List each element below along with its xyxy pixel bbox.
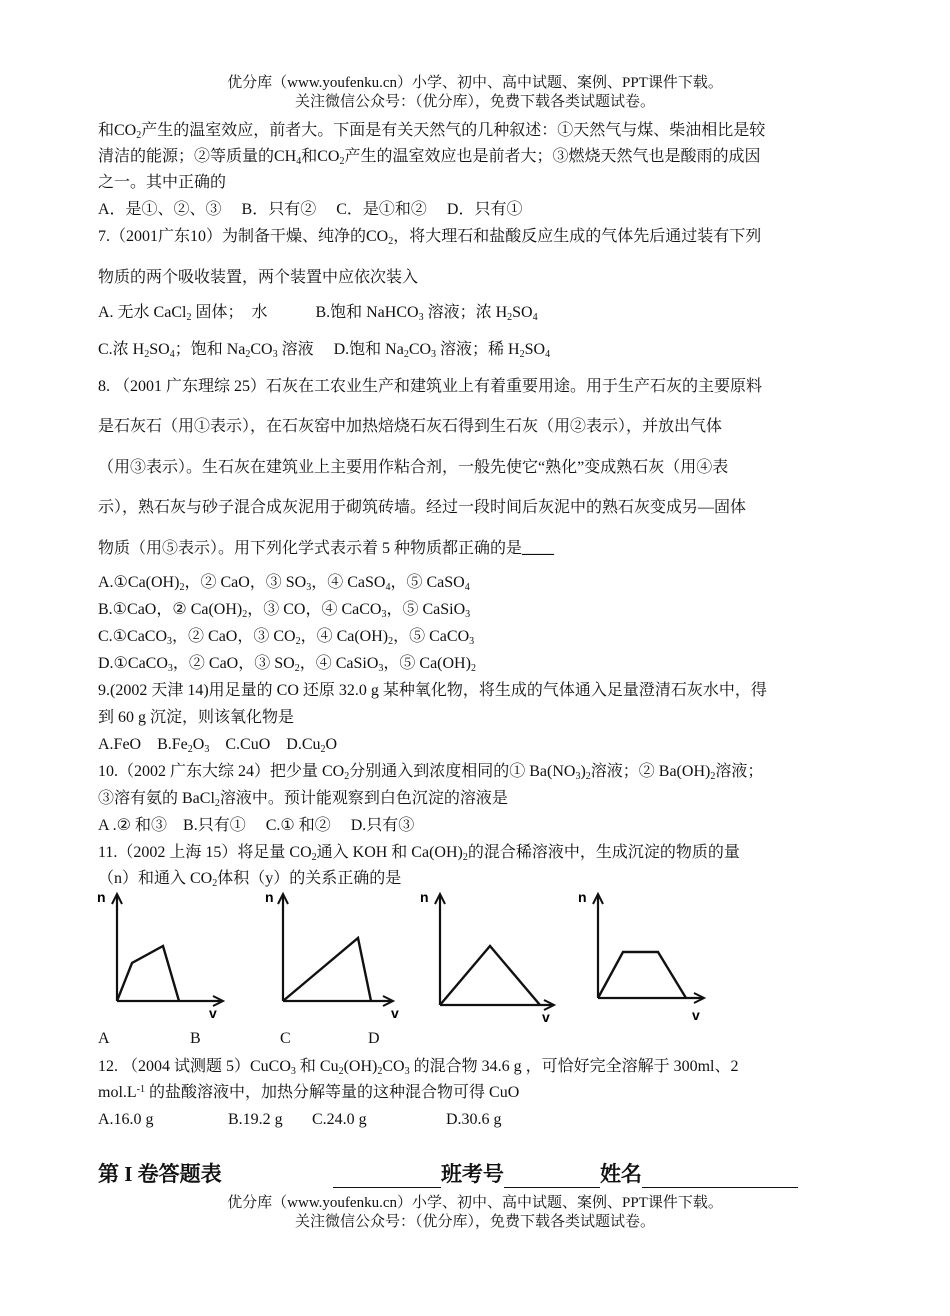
answer-table-title: 第 I 卷答题表 <box>98 1162 222 1186</box>
graph-b <box>263 888 399 1023</box>
page-footer-line2: 关注微信公众号：（优分库），免费下载各类试题试卷。 <box>294 1214 655 1230</box>
graph-a-curve <box>117 946 179 1001</box>
q8-option-a: $A.①Ca(OH)_2$，② CaO，③ $SO_3$，④ CaSO$_4$，⑤ CaSO$_4$ <box>98 574 470 593</box>
answer-blank: ____ <box>522 540 555 557</box>
q12-line2: $mol.L^{-1}$ 的盐酸溶液中，加热分解等量的这种混合物可得 CuO <box>98 1084 520 1101</box>
page-header-line2: 关注微信公众号：（优分库），免费下载各类试题试卷。 <box>294 94 655 110</box>
q8-option-b: B.①CaO，② $Ca(OH)_2$，③ CO，④ CaCO$_3$，⑤ CaSiO$_3$ <box>98 601 471 620</box>
blank-line-1[interactable] <box>333 1167 441 1188</box>
q7-options-ab: A. 无水 CaCl$_2$ 固体； 水 B.饱和 NaHCO$_3$ 溶液；浓 $H_2SO_4$ <box>98 304 538 323</box>
graph-b-x-label: v <box>391 1005 399 1021</box>
q8-option-c: C.①CaCO$_3$，② CaO，③ $CO_2$，④ $Ca(OH)_2$，⑤ CaCO$_3$ <box>98 628 475 647</box>
q6-line1: 和$CO_2$产生的温室效应，前者大。下面是有关天然气的几种叙述：①天然气与煤、柴油相比是较 <box>98 122 766 141</box>
graph-b-y-label: n <box>265 889 274 905</box>
q7-stem-line1: 7.（2001广东10）为制备干燥、纯净的$CO_2$，将大理石和盐酸反应生成的气体先后通过装有下列 <box>98 228 762 247</box>
q9-options: A.FeO $B.Fe_2O_3$ C.CuO $D.Cu_2O$ <box>98 736 338 755</box>
q9-line2: 到 60 g 沉淀，则该氧化物是 <box>98 709 295 726</box>
q12-option-b: B.19.2 g <box>228 1111 283 1128</box>
graph-c-y-label: n <box>420 889 429 905</box>
graph-d <box>576 888 706 1023</box>
graph-label-b: B <box>190 1030 201 1047</box>
page-footer-line1: 优分库（www.youfenku.cn）小学、初中、高中试题、案例、PPT课件下载。 <box>227 1195 723 1211</box>
q12-option-c: C.24.0 g <box>312 1111 367 1128</box>
graph-b-curve <box>283 938 371 1001</box>
q11-line1: 11.（2002 上海 15）将足量 $CO_2$通入 KOH 和 $Ca(OH)_2$的混合稀溶液中，生成沉淀的物质的量 <box>98 844 740 863</box>
q8-line5: 物质（用⑤表示）。用下列化学式表示着 5 种物质都正确的是____ <box>98 540 555 557</box>
name-label: 姓名 <box>599 1162 642 1186</box>
q8-option-d: D.①CaCO$_3$，② CaO，③ $SO_2$，④ CaSiO$_3$，⑤ $Ca(OH)_2$ <box>98 655 476 674</box>
answer-table-header <box>98 1158 798 1188</box>
q7-stem-line2: 物质的两个吸收装置，两个装置中应依次装入 <box>98 269 419 286</box>
class-no-blank[interactable] <box>504 1167 600 1188</box>
graph-d-y-label: n <box>578 889 587 905</box>
graph-a <box>97 888 227 1023</box>
class-no-label: 班考号 <box>440 1162 504 1186</box>
q6-options: A．是①、②、③ B．只有② C．是①和② D．只有① <box>98 201 523 218</box>
q12-line1: 12. （2004 试测题 5）CuCO$_3$ 和 $Cu_2(OH)_2CO_3$ 的混合物 34.6 g ，可恰好完全溶解于 300ml、2 <box>98 1058 739 1077</box>
q6-line2: 清洁的能源；②等质量的$CH_4$和$CO_2$产生的温室效应也是前者大；③燃烧天然气也是酸雨的成因 <box>98 148 761 167</box>
graph-label-a: A <box>98 1030 110 1047</box>
name-blank[interactable] <box>642 1167 798 1188</box>
q7-options-cd: C.浓 $H_2SO_4$；饱和 $Na_2CO_3$ 溶液 D.饱和 $Na_2CO_3$ 溶液；稀 $H_2SO_4$ <box>98 341 551 360</box>
graph-label-c: C <box>280 1030 291 1047</box>
q8-line3: （用③表示）。生石灰在建筑业上主要用作粘合剂，一般先使它“熟化”变成熟石灰（用④表 <box>98 459 729 476</box>
q8-line4: 示），熟石灰与砂子混合成灰泥用于砌筑砖墙。经过一段时间后灰泥中的熟石灰变成另—固体 <box>98 499 747 516</box>
q11-line2: （n）和通入 $CO_2$体积（y）的关系正确的是 <box>98 870 402 889</box>
q12-option-a: A.16.0 g <box>98 1111 154 1128</box>
page-header-line1: 优分库（www.youfenku.cn）小学、初中、高中试题、案例、PPT课件下载。 <box>227 75 723 91</box>
q9-line1: 9.(2002 天津 14)用足量的 CO 还原 32.0 g 某种氧化物，将生成的气体通入足量澄清石灰水中，得 <box>98 682 767 699</box>
q12-option-d: D.30.6 g <box>446 1111 502 1128</box>
graph-a-x-label: v <box>209 1005 217 1021</box>
graph-d-x-label: v <box>692 1007 700 1023</box>
q12-options <box>98 1109 502 1131</box>
q8-line1: 8. （2001 广东理综 25）石灰在工农业生产和建筑业上有着重要用途。用于生产石灰的主要原料 <box>98 378 763 395</box>
q8-line2: 是石灰石（用①表示），在石灰窑中加热焙烧石灰石得到生石灰（用②表示），并放出气体 <box>98 418 723 435</box>
graph-a-y-label: n <box>97 889 106 905</box>
graph-d-curve <box>598 952 686 998</box>
graph-c-x-label: v <box>542 1009 550 1025</box>
q10-options: A .② 和③ B.只有① C.① 和② D.只有③ <box>98 817 415 834</box>
graph-label-d: D <box>368 1030 380 1047</box>
q10-line1: 10.（2002 广东大综 24）把少量 $CO_2$分别通入到浓度相同的① $Ba(NO_3)_2$溶液；② $Ba(OH)_2$溶液； <box>98 763 764 782</box>
graph-c-curve <box>440 946 540 1005</box>
graph-c <box>420 888 550 1023</box>
q6-line3: 之一。其中正确的 <box>98 174 227 191</box>
q10-line2: ③溶有氨的 BaCl$_2$溶液中。预计能观察到白色沉淀的溶液是 <box>98 790 508 809</box>
